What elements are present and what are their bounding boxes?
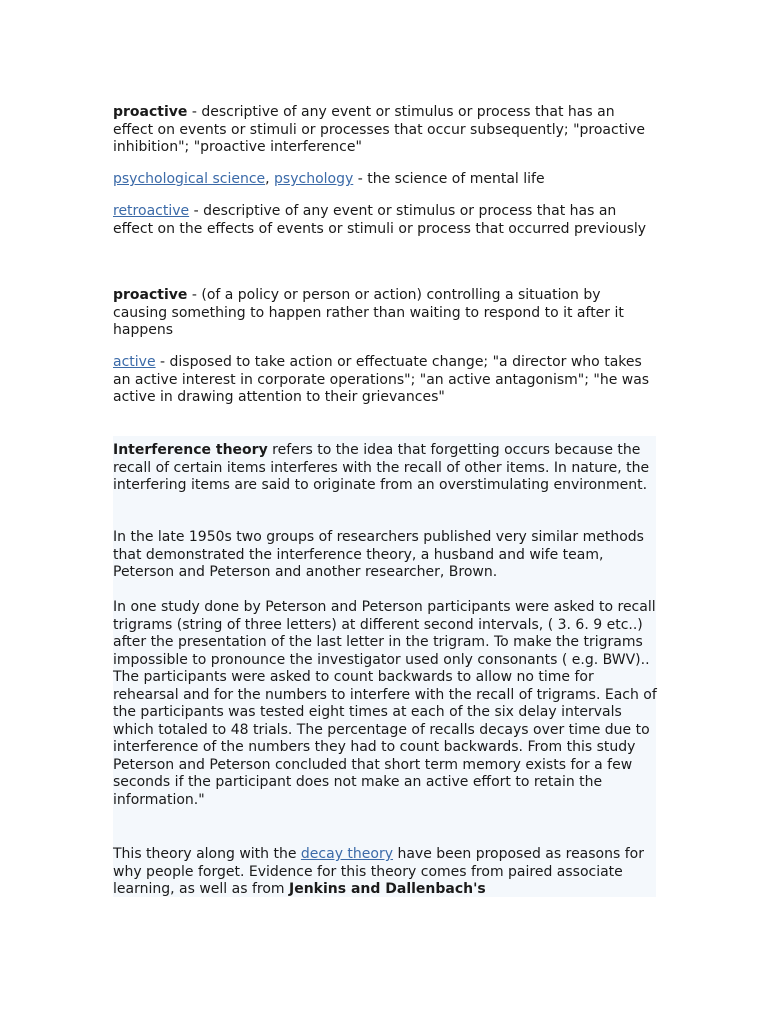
- definition-retroactive: [113, 203, 658, 238]
- article-paragraph-3: In one study done by Peterson and Peterson participants were asked to recall trigrams (string of three letters) at different second intervals, ( 3. 6. 9 etc..) after the presentation of the last letter in the trigram. To make the trigrams impossible to pronounce the investigator used only consonants ( e.g. BWV).. The participants were asked to count backwards to allow no time for rehearsal and for the numbers to interfere with the recall of trigrams. Each of the participants was tested eight times at each of the six delay intervals which totaled to 48 trials. The percentage of recalls decays over time due to interference of the numbers they had to count backwards. From this study Peterson and Peterson concluded that short term memory exists for a few seconds if the participant does not make an active effort to retain the information.": [113, 599, 657, 808]
- paragraph-text: have been proposed as reasons for why people forget. Evidence for this theory comes from paired associate learning, as well as from: [113, 846, 644, 897]
- paragraph-text: refers to the idea that forgetting occurs because the recall of certain items interferes with the recall of other items. In nature, the interfering items are said to originate from an overstimulating environment.: [113, 442, 650, 493]
- definition-active: [113, 354, 658, 407]
- definition-text: - (of a policy or person or action) controlling a situation by causing something to happen rather than waiting to respond to it after it happens: [113, 287, 624, 338]
- article-paragraph-2: In the late 1950s two groups of researchers published very similar methods that demonstrated the interference theory, a husband and wife team, Peterson and Peterson and another researcher, Brown.: [113, 529, 644, 580]
- definition-text: - descriptive of any event or stimulus or process that has an effect on events or stimuli or processes that occur subsequently; "proactive inhibition"; "proactive interference": [113, 104, 645, 155]
- term-jenkins-dallenbach: Jenkins and Dallenbach's: [288, 881, 486, 897]
- term-proactive: proactive: [113, 287, 188, 303]
- definition-proactive-1: [113, 104, 658, 157]
- term-proactive: proactive: [113, 104, 188, 120]
- definition-proactive-2: [113, 287, 658, 340]
- link-retroactive[interactable]: retroactive: [113, 203, 190, 219]
- link-active[interactable]: active: [113, 354, 156, 370]
- article-paragraph-4: [113, 846, 658, 899]
- paragraph-text: This theory along with the: [113, 846, 301, 862]
- term-interference-theory: Interference theory: [113, 442, 268, 458]
- separator: ,: [265, 171, 275, 187]
- definition-text: - the science of mental life: [353, 171, 545, 187]
- link-psychology[interactable]: psychology: [274, 171, 354, 187]
- definition-text: - descriptive of any event or stimulus or process that has an effect on the effects of events or stimuli or process that occurred previously: [113, 203, 647, 237]
- article-paragraph-1: [113, 442, 658, 495]
- definition-text: - disposed to take action or effectuate change; "a director who takes an active interest in corporate operations"; "an active antagonism"; "he was active in drawing attention to their grievances": [113, 354, 650, 405]
- link-decay-theory[interactable]: decay theory: [300, 846, 394, 862]
- definition-psychology: [113, 171, 658, 189]
- link-psychological-science[interactable]: psychological science: [113, 171, 266, 187]
